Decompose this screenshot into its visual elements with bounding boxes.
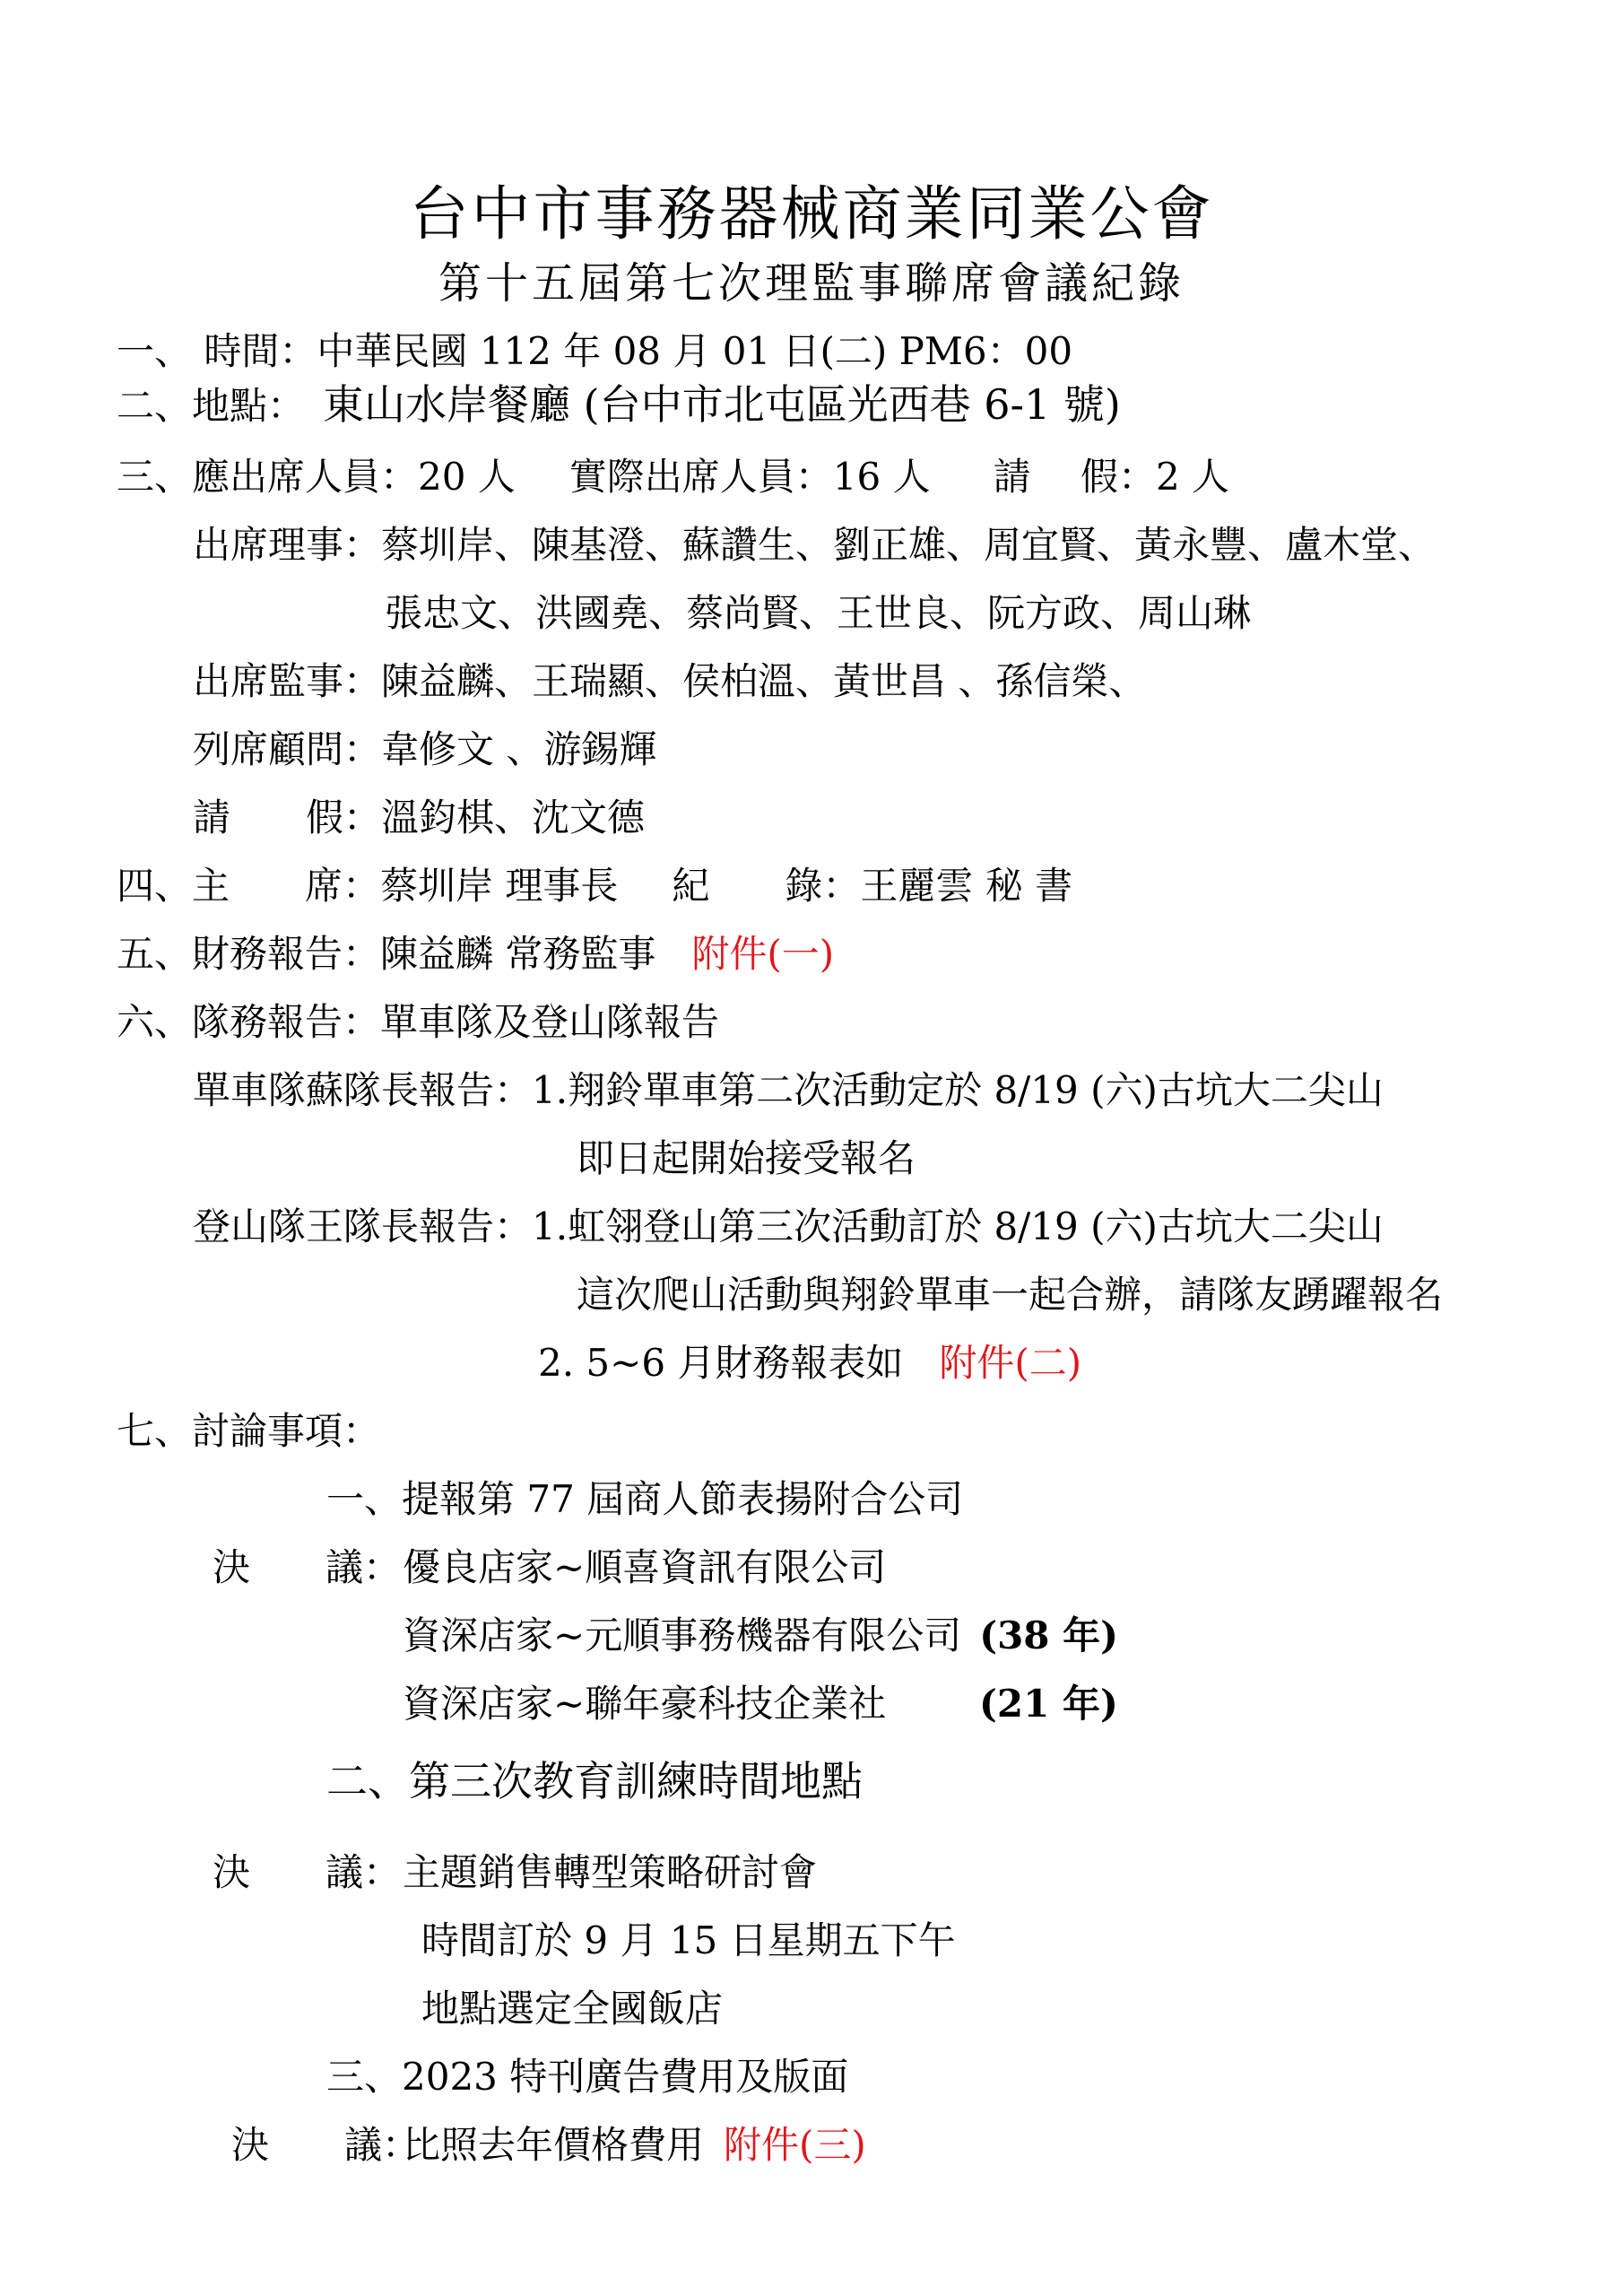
document-subtitle: 第十五屆第七次理監事聯席會議紀錄 [438,258,1185,309]
resolution-2-line-1: 主題銷售轉型策略研討會 [403,1850,818,1894]
discussion-topic-3: 三、2023 特刊廣告費用及版面 [326,2055,849,2099]
resolution-1 [213,1545,887,1589]
chair-and-recorder [117,864,1073,908]
advisors-list: 韋修文 、游錫輝 [381,727,657,771]
hiking-line-3 [538,1341,1082,1385]
directors-line-1: 蔡圳岸、陳基澄、蘇讚生、劉正雄、周宜賢、黃永豐、盧木堂、 [381,523,1436,567]
hiking-line-1: 1.虹翎登山第三次活動訂於 8/19 (六)古坑大二尖山 [532,1205,1384,1248]
resolution-1-line-3-row [403,1682,1118,1726]
recorder-name: 王麗雲 秘 書 [860,864,1073,908]
financial-report [117,932,835,976]
resolution-3 [231,2123,866,2167]
expected-attendance: 三、應出席人員：20 人 [117,455,516,499]
leave-count: 請 假：2 人 [993,455,1230,499]
recorder-label: 紀 錄： [672,864,861,908]
resolution-3-label: 決 議： [231,2123,421,2167]
cycling-report-label: 單車隊蘇隊長報告： [193,1068,533,1112]
resolution-1-line-2-row [403,1613,1119,1657]
resolution-2-line-3: 地點選定全國飯店 [421,1987,724,2031]
supervisors-list: 陳益麟、王瑞顯、侯柏溫、黃世昌 、孫信榮、 [381,659,1147,703]
team-report [117,1000,720,1044]
cycling-line-1: 1.翔鈴單車第二次活動定於 8/19 (六)古坑大二尖山 [532,1068,1384,1112]
resolution-1-line-2: 資深店家~元順事務機器有限公司 [403,1613,962,1657]
on-leave [193,796,646,839]
financial-reporter: 陳益麟 常務監事 [380,932,656,976]
advisors-label: 列席顧問： [193,727,382,771]
chair-name: 蔡圳岸 理事長 [380,864,619,908]
location-label: 二、地點： [117,384,306,428]
financial-statement-text: 2. 5~6 月財務報表如 [538,1341,904,1385]
directors-label: 出席理事： [193,523,382,567]
meeting-location [117,380,1121,429]
hiking-line-2: 這次爬山活動與翔鈴單車一起合辦，請隊友踴躍報名 [577,1273,1444,1317]
attendance-counts [117,455,1230,499]
actual-attendance: 實際出席人員：16 人 [568,455,931,499]
supervisors-label: 出席監事： [193,659,382,703]
hiking-report-label: 登山隊王隊長報告： [193,1205,533,1248]
hiking-team-report [193,1205,1384,1248]
attending-directors [193,523,1436,567]
resolution-1-label: 決 議： [213,1545,402,1589]
cycling-team-report [193,1068,1384,1112]
team-report-value: 單車隊及登山隊報告 [380,1000,720,1044]
resolution-3-text: 比照去年價格費用 [403,2123,705,2167]
document-title: 台中市事務器械商業同業公會 [409,179,1214,248]
chair-label: 四、主 席： [117,864,381,908]
team-report-label: 六、隊務報告： [117,1000,381,1044]
time-value: 中華民國 112 年 08 月 01 日(二) PM6：00 [317,329,1073,373]
attachment-3: 附件(三) [724,2123,866,2167]
cycling-line-2: 即日起開始接受報名 [577,1136,916,1180]
leave-list: 溫鈞棋、沈文德 [381,796,646,839]
meeting-time [117,329,1073,373]
resolution-2-label: 決 議： [213,1850,402,1894]
location-value: 東山水岸餐廳 (台中市北屯區光西巷 6-1 號) [323,380,1121,429]
resolution-2 [213,1850,818,1894]
resolution-1-years-38: (38 年) [979,1613,1119,1657]
time-label: 一、 時間： [117,329,317,373]
discussion-topic-2: 二、第三次教育訓練時間地點 [326,1757,863,1805]
discussion-items-label: 七、討論事項： [117,1409,381,1453]
attachment-1: 附件(一) [691,932,835,976]
resolution-1-line-1: 優良店家~順喜資訊有限公司 [403,1545,887,1589]
directors-line-2: 張忠文、洪國堯、蔡尚賢、王世良、阮方政、周山琳 [385,591,1252,635]
financial-report-label: 五、財務報告： [117,932,381,976]
discussion-topic-1: 一、提報第 77 屆商人節表揚附合公司 [326,1477,964,1521]
leave-label: 請 假： [193,796,382,839]
resolution-2-line-2: 時間訂於 9 月 15 日星期五下午 [421,1918,956,1962]
resolution-1-years-21: (21 年) [979,1682,1118,1726]
resolution-1-line-3: 資深店家~聯年豪科技企業社 [403,1682,887,1726]
attending-advisors [193,727,657,771]
attending-supervisors [193,659,1147,703]
attachment-2: 附件(二) [939,1341,1082,1385]
